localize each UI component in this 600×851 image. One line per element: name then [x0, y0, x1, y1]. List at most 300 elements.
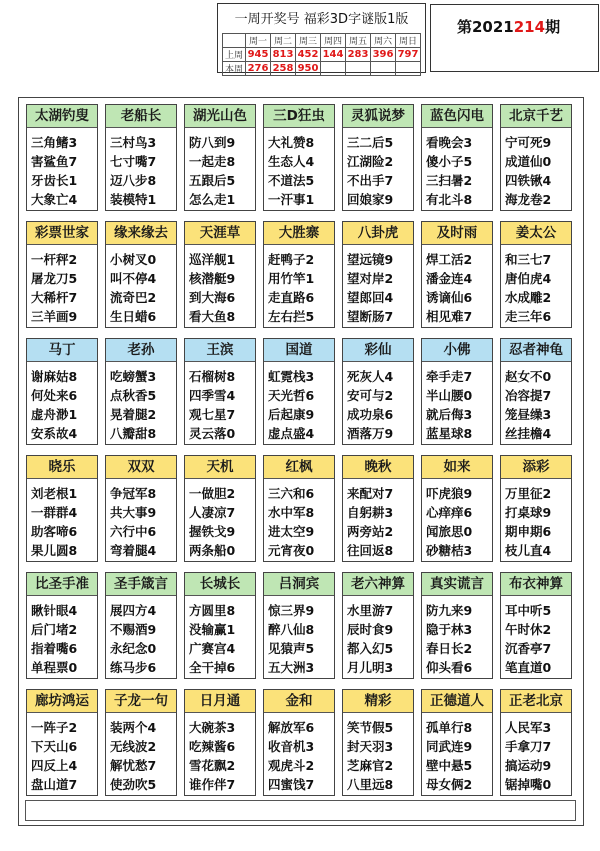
draw-number: 144	[321, 48, 346, 62]
riddle-card-lines	[501, 245, 571, 326]
riddle-line: 宁可死9	[505, 135, 552, 150]
draw-number: 283	[346, 48, 371, 62]
riddle-line: 三二后5	[347, 135, 394, 150]
riddle-card	[26, 338, 98, 445]
riddle-line: 生日蜡6	[110, 309, 157, 324]
riddle-card	[500, 572, 572, 679]
riddle-line: 有北斗8	[426, 192, 473, 207]
riddle-line: 望对岸2	[347, 271, 394, 286]
riddle-line: 人民军3	[505, 720, 552, 735]
riddle-line: 一杆秤2	[31, 252, 78, 267]
riddle-card-title: 真实谎言	[422, 573, 492, 596]
riddle-line: 小树叉0	[110, 252, 157, 267]
riddle-card-lines	[264, 713, 334, 794]
riddle-card-lines	[27, 128, 97, 209]
riddle-card-title: 正老北京	[501, 690, 571, 713]
riddle-line: 争冠军8	[110, 486, 157, 501]
riddle-line: 巡洋舰1	[189, 252, 236, 267]
riddle-card-lines	[343, 128, 413, 209]
riddle-line: 虹霓栈3	[268, 369, 315, 384]
riddle-line: 装两个4	[110, 720, 157, 735]
riddle-card	[263, 572, 335, 679]
riddle-line: 笼昼缲3	[505, 407, 552, 422]
riddle-line: 三羊画9	[31, 309, 78, 324]
riddle-card-title: 及时雨	[422, 222, 492, 245]
riddle-line: 四蜜饯7	[268, 777, 315, 792]
riddle-line: 辰时食9	[347, 622, 394, 637]
riddle-card	[342, 689, 414, 796]
riddle-line: 助客啼6	[31, 524, 78, 539]
riddle-line: 解忧愁7	[110, 758, 157, 773]
riddle-card-title: 姜太公	[501, 222, 571, 245]
riddle-card-lines	[185, 713, 255, 794]
riddle-card-title: 双双	[106, 456, 176, 479]
riddle-line: 一起走8	[189, 154, 236, 169]
riddle-line: 母女俩2	[426, 777, 473, 792]
riddle-card	[421, 572, 493, 679]
riddle-card-lines	[264, 596, 334, 677]
riddle-card	[421, 338, 493, 445]
riddle-card	[105, 338, 177, 445]
riddle-line: 左右拦5	[268, 309, 315, 324]
riddle-line: 牙齿长1	[31, 173, 78, 188]
riddle-card	[105, 455, 177, 562]
riddle-line: 使劲吹5	[110, 777, 157, 792]
riddle-line: 指着嘴6	[31, 641, 78, 656]
riddle-card-lines	[343, 245, 413, 326]
riddle-card-title: 吕洞宾	[264, 573, 334, 596]
riddle-line: 练马步6	[110, 660, 157, 675]
riddle-line: 永纪念0	[110, 641, 157, 656]
riddle-card-lines	[185, 128, 255, 209]
riddle-line: 吃辣酱6	[189, 739, 236, 754]
riddle-card-lines	[501, 128, 571, 209]
day-label: 周六	[371, 34, 396, 48]
riddle-card-lines	[185, 596, 255, 677]
riddle-line: 果儿圆8	[31, 543, 78, 558]
riddle-line: 成功泉6	[347, 407, 394, 422]
riddle-line: 水里游7	[347, 603, 394, 618]
riddle-line: 海龙卷2	[505, 192, 552, 207]
riddle-card-lines	[106, 245, 176, 326]
riddle-card	[263, 104, 335, 211]
draw-number	[321, 62, 346, 76]
riddle-card-lines	[343, 479, 413, 560]
riddle-line: 怎么走1	[189, 192, 236, 207]
riddle-line: 八里远8	[347, 777, 394, 792]
riddle-line: 大稀杆7	[31, 290, 78, 305]
riddle-card	[184, 455, 256, 562]
riddle-line: 七寸嘴7	[110, 154, 157, 169]
riddle-line: 刘老根1	[31, 486, 78, 501]
riddle-line: 望远镜9	[347, 252, 394, 267]
riddle-card	[184, 104, 256, 211]
riddle-card-title: 布衣神算	[501, 573, 571, 596]
riddle-card-title: 彩票世家	[27, 222, 97, 245]
riddle-line: 冶容提7	[505, 388, 552, 403]
riddle-card-title: 小佛	[422, 339, 492, 362]
riddle-line: 四季雪4	[189, 388, 236, 403]
row-label: 上周	[223, 48, 246, 62]
riddle-card-title: 三D狂虫	[264, 105, 334, 128]
riddle-card	[421, 455, 493, 562]
riddle-line: 死灰人4	[347, 369, 394, 384]
day-label: 周一	[246, 34, 271, 48]
riddle-line: 打桌球9	[505, 505, 552, 520]
riddle-card-title: 长城长	[185, 573, 255, 596]
riddle-card-lines	[343, 362, 413, 443]
riddle-line: 害鲨鱼7	[31, 154, 78, 169]
riddle-line: 点秋香5	[110, 388, 157, 403]
day-label: 周二	[271, 34, 296, 48]
riddle-card-lines	[106, 362, 176, 443]
riddle-line: 赵女不0	[505, 369, 552, 384]
riddle-line: 笑节假5	[347, 720, 394, 735]
riddle-card	[342, 221, 414, 328]
riddle-line: 成道仙0	[505, 154, 552, 169]
riddle-line: 下天山6	[31, 739, 78, 754]
riddle-line: 一做胆2	[189, 486, 236, 501]
draw-number: 452	[296, 48, 321, 62]
draw-number	[371, 62, 396, 76]
riddle-line: 屠龙刀5	[31, 271, 78, 286]
riddle-line: 虚点盛4	[268, 426, 315, 441]
draw-number: 945	[246, 48, 271, 62]
riddle-card-title: 老船长	[106, 105, 176, 128]
riddle-line: 耳中听5	[505, 603, 552, 618]
riddle-card	[26, 455, 98, 562]
row-label: 本周	[223, 62, 246, 76]
riddle-card-lines	[422, 596, 492, 677]
page-title: 一周开奖号 福彩3D字谜版1版	[234, 12, 409, 27]
riddle-card-lines	[343, 596, 413, 677]
riddle-card-lines	[343, 713, 413, 794]
riddle-line: 大礼赞8	[268, 135, 315, 150]
riddle-card-lines	[27, 245, 97, 326]
riddle-card-lines	[106, 128, 176, 209]
riddle-card-lines	[106, 596, 176, 677]
riddle-line: 何处来6	[31, 388, 78, 403]
riddle-line: 后起康9	[268, 407, 315, 422]
riddle-line: 没输赢1	[189, 622, 236, 637]
riddle-line: 解放军6	[268, 720, 315, 735]
riddle-card-title: 比圣手准	[27, 573, 97, 596]
riddle-line: 观七星7	[189, 407, 236, 422]
riddle-card-lines	[27, 362, 97, 443]
riddle-line: 观虎斗2	[268, 758, 315, 773]
riddle-line: 广赛宫4	[189, 641, 236, 656]
riddle-line: 孤单行8	[426, 720, 473, 735]
riddle-line: 万里征2	[505, 486, 552, 501]
riddle-line: 迈八步8	[110, 173, 157, 188]
riddle-card-lines	[422, 245, 492, 326]
riddle-card-lines	[422, 362, 492, 443]
riddle-card	[342, 338, 414, 445]
riddle-card-title: 彩仙	[343, 339, 413, 362]
riddle-card-lines	[501, 362, 571, 443]
riddle-line: 不赐酒9	[110, 622, 157, 637]
riddle-card	[500, 221, 572, 328]
riddle-card-lines	[185, 362, 255, 443]
draw-number: 276	[246, 62, 271, 76]
riddle-line: 笔直道0	[505, 660, 552, 675]
draw-number: 258	[271, 62, 296, 76]
riddle-line: 水中军8	[268, 505, 315, 520]
riddle-line: 见猿声5	[268, 641, 315, 656]
draw-number: 813	[271, 48, 296, 62]
lottery-header-row	[223, 34, 421, 48]
riddle-line: 半山腰0	[426, 388, 473, 403]
riddle-line: 四反上4	[31, 758, 78, 773]
riddle-line: 不道法5	[268, 173, 315, 188]
riddle-line: 八瓣甜8	[110, 426, 157, 441]
riddle-line: 唐伯虎4	[505, 271, 552, 286]
riddle-card	[26, 689, 98, 796]
riddle-card	[105, 221, 177, 328]
riddle-line: 焊工活2	[426, 252, 473, 267]
riddle-card	[105, 104, 177, 211]
riddle-card-lines	[422, 128, 492, 209]
riddle-line: 不出手7	[347, 173, 394, 188]
riddle-line: 相见难7	[426, 309, 473, 324]
riddle-line: 看晚会3	[426, 135, 473, 150]
riddle-card-title: 晚秋	[343, 456, 413, 479]
riddle-card	[263, 689, 335, 796]
riddle-card-title: 天机	[185, 456, 255, 479]
riddle-card	[500, 104, 572, 211]
riddle-line: 搞运动9	[505, 758, 552, 773]
riddle-line: 两条船0	[189, 543, 236, 558]
riddle-line: 三扫暑2	[426, 173, 473, 188]
riddle-line: 春日长2	[426, 641, 473, 656]
riddle-line: 握铁戈9	[189, 524, 236, 539]
riddle-card	[342, 104, 414, 211]
riddle-line: 防九来9	[426, 603, 473, 618]
riddle-line: 吃螃蟹3	[110, 369, 157, 384]
riddle-line: 两旁站2	[347, 524, 394, 539]
lottery-table	[222, 33, 421, 76]
riddle-card-title: 圣手箴言	[106, 573, 176, 596]
riddle-line: 五跟后5	[189, 173, 236, 188]
riddle-line: 四铁锹4	[505, 173, 552, 188]
riddle-line: 安系故4	[31, 426, 78, 441]
riddle-line: 方圆里8	[189, 603, 236, 618]
riddle-line: 走三年6	[505, 309, 552, 324]
riddle-line: 同武连9	[426, 739, 473, 754]
riddle-card-title: 廊坊鸿运	[27, 690, 97, 713]
riddle-card-lines	[264, 479, 334, 560]
riddle-line: 展四方4	[110, 603, 157, 618]
riddle-line: 傻小子5	[426, 154, 473, 169]
riddle-line: 大象亡4	[31, 192, 78, 207]
riddle-card	[421, 221, 493, 328]
riddle-card-lines	[185, 245, 255, 326]
riddle-line: 人凄凉7	[189, 505, 236, 520]
riddle-line: 三六和6	[268, 486, 315, 501]
riddle-card-lines	[27, 596, 97, 677]
riddle-line: 诱谪仙6	[426, 290, 473, 305]
riddle-line: 就后侮3	[426, 407, 473, 422]
riddle-line: 蓝星球8	[426, 426, 473, 441]
riddle-card	[421, 104, 493, 211]
riddle-line: 晃着腿2	[110, 407, 157, 422]
riddle-card-lines	[501, 479, 571, 560]
riddle-card-lines	[27, 713, 97, 794]
riddle-card	[500, 689, 572, 796]
riddle-card	[184, 572, 256, 679]
draw-number: 950	[296, 62, 321, 76]
riddle-line: 单程票0	[31, 660, 78, 675]
riddle-line: 一汗事1	[268, 192, 315, 207]
riddle-line: 心痒痒6	[426, 505, 473, 520]
riddle-line: 盘山道7	[31, 777, 78, 792]
riddle-card-title: 子龙一句	[106, 690, 176, 713]
riddle-line: 虚舟渺1	[31, 407, 78, 422]
riddle-line: 瞅针眼4	[31, 603, 78, 618]
riddle-card	[421, 689, 493, 796]
riddle-line: 进太空9	[268, 524, 315, 539]
riddle-line: 丝挂檐4	[505, 426, 552, 441]
riddle-line: 往回返8	[347, 543, 394, 558]
riddle-card	[26, 104, 98, 211]
riddle-card-title: 八卦虎	[343, 222, 413, 245]
draw-number	[346, 62, 371, 76]
draw-number	[396, 62, 421, 76]
issue-box	[430, 4, 599, 72]
riddle-line: 醉八仙8	[268, 622, 315, 637]
riddle-card-title: 忍者神龟	[501, 339, 571, 362]
riddle-card-lines	[106, 479, 176, 560]
riddle-line: 五大洲3	[268, 660, 315, 675]
riddle-line: 期申期6	[505, 524, 552, 539]
riddle-line: 到大海6	[189, 290, 236, 305]
day-label: 周三	[296, 34, 321, 48]
riddle-line: 谢麻姑8	[31, 369, 78, 384]
riddle-card-title: 正德道人	[422, 690, 492, 713]
riddle-card-title: 添彩	[501, 456, 571, 479]
draw-number: 396	[371, 48, 396, 62]
riddle-line: 走直路6	[268, 290, 315, 305]
riddle-line: 看大鱼8	[189, 309, 236, 324]
riddle-line: 核潜艇9	[189, 271, 236, 286]
riddle-card	[26, 221, 98, 328]
riddle-line: 安可与2	[347, 388, 394, 403]
riddle-card	[342, 455, 414, 562]
riddle-card-title: 晓乐	[27, 456, 97, 479]
riddle-card	[263, 221, 335, 328]
riddle-line: 沉香亭7	[505, 641, 552, 656]
riddle-line: 惊三界9	[268, 603, 315, 618]
riddle-card-title: 国道	[264, 339, 334, 362]
riddle-line: 仰头看6	[426, 660, 473, 675]
riddle-card-title: 马丁	[27, 339, 97, 362]
riddle-line: 石榴树8	[189, 369, 236, 384]
riddle-line: 大碗茶3	[189, 720, 236, 735]
riddle-card-title: 天涯草	[185, 222, 255, 245]
riddle-line: 隐于林3	[426, 622, 473, 637]
riddle-line: 生态人4	[268, 154, 315, 169]
riddle-line: 闻旅思0	[426, 524, 473, 539]
riddle-card-lines	[501, 713, 571, 794]
lottery-row-this-week	[223, 62, 421, 76]
riddle-line: 酒落万9	[347, 426, 394, 441]
riddle-line: 月儿明3	[347, 660, 394, 675]
riddle-line: 吓虎狼9	[426, 486, 473, 501]
riddle-card	[263, 338, 335, 445]
riddle-line: 防八到9	[189, 135, 236, 150]
riddle-line: 回娘家9	[347, 192, 394, 207]
riddle-card-title: 灵狐说梦	[343, 105, 413, 128]
riddle-line: 赶鸭子2	[268, 252, 315, 267]
riddle-line: 芝麻官2	[347, 758, 394, 773]
riddle-line: 望郎回4	[347, 290, 394, 305]
riddle-card	[105, 689, 177, 796]
riddle-card-lines	[264, 245, 334, 326]
riddle-line: 六行中6	[110, 524, 157, 539]
issue-number: 第2021214期	[457, 18, 561, 36]
riddle-line: 收音机3	[268, 739, 315, 754]
riddle-card	[184, 689, 256, 796]
riddle-card-title: 蓝色闪电	[422, 105, 492, 128]
riddle-line: 流奇巴2	[110, 290, 157, 305]
riddle-line: 砂糖桔3	[426, 543, 473, 558]
riddle-card-lines	[27, 479, 97, 560]
riddle-line: 午时休2	[505, 622, 552, 637]
riddle-card-title: 红枫	[264, 456, 334, 479]
riddle-line: 和三七7	[505, 252, 552, 267]
riddle-card-title: 老六神算	[343, 573, 413, 596]
riddle-line: 望断肠7	[347, 309, 394, 324]
riddle-card	[184, 338, 256, 445]
riddle-line: 装模特1	[110, 192, 157, 207]
riddle-card-title: 王滨	[185, 339, 255, 362]
riddle-line: 共大事9	[110, 505, 157, 520]
riddle-line: 牵手走7	[426, 369, 473, 384]
riddle-line: 用竹竿1	[268, 271, 315, 286]
day-label: 周日	[396, 34, 421, 48]
riddle-line: 天光哲6	[268, 388, 315, 403]
riddle-line: 手拿刀7	[505, 739, 552, 754]
riddle-card	[500, 455, 572, 562]
riddle-card-title: 老孙	[106, 339, 176, 362]
riddle-card	[184, 221, 256, 328]
footer-strip	[25, 800, 576, 821]
riddle-line: 后门堵2	[31, 622, 78, 637]
riddle-card-lines	[264, 362, 334, 443]
riddle-card-lines	[185, 479, 255, 560]
lottery-row-last-week	[223, 48, 421, 62]
riddle-line: 封天羽3	[347, 739, 394, 754]
riddle-line: 灵云落0	[189, 426, 236, 441]
issue-number-highlight: 214	[513, 18, 546, 36]
riddle-line: 壁中悬5	[426, 758, 473, 773]
riddle-card-title: 太湖钓叟	[27, 105, 97, 128]
riddle-card	[500, 338, 572, 445]
riddle-line: 自躬耕3	[347, 505, 394, 520]
header-box	[217, 3, 426, 73]
riddle-line: 水成雕2	[505, 290, 552, 305]
riddle-line: 一群群4	[31, 505, 78, 520]
riddle-card	[342, 572, 414, 679]
riddle-line: 叫不停4	[110, 271, 157, 286]
riddle-line: 元宵夜0	[268, 543, 315, 558]
riddle-line: 都入幻5	[347, 641, 394, 656]
day-label: 周五	[346, 34, 371, 48]
riddle-card-title: 湖光山色	[185, 105, 255, 128]
riddle-line: 潘金连4	[426, 271, 473, 286]
riddle-card-title: 精彩	[343, 690, 413, 713]
riddle-card-lines	[422, 479, 492, 560]
